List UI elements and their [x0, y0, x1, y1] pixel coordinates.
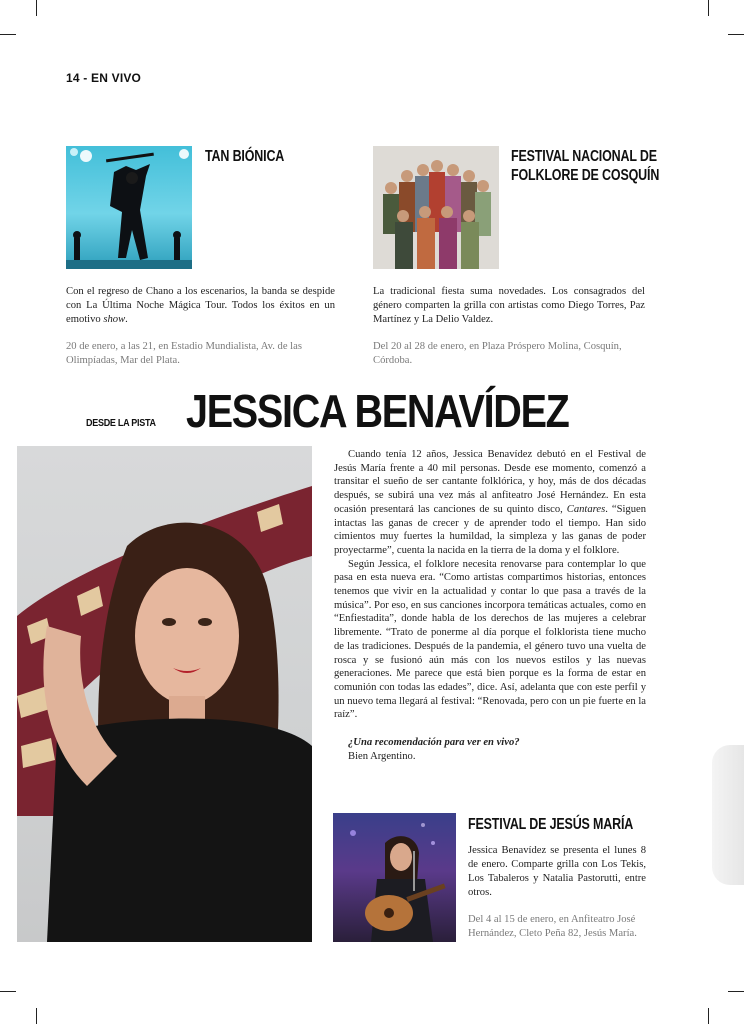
crop-mark — [728, 991, 744, 992]
jesus-maria-body: Jessica Benavídez se presenta el lunes 8 de enero. Comparte grilla con Los Tekis, Los Tabaleros y Natalia Pastorutti, entre otros. — [468, 845, 646, 898]
feature-headline: JESSICA BENAVÍDEZ — [186, 385, 569, 437]
jesus-maria-photo — [333, 813, 456, 942]
page-folio: 14 - EN VIVO — [66, 71, 142, 85]
interview-answer: Bien Argentino. — [348, 750, 416, 762]
cosquin-body: La tradicional fiesta suma novedades. Los consagrados del género comparten la grilla con artistas como Diego Torres, Paz Martínez y La Delio Valdez. — [373, 286, 645, 325]
crop-mark — [708, 1008, 709, 1024]
interview-question: ¿Una recomendación para ver en vivo? — [348, 737, 520, 749]
cosquin-title-line2: FOLKLORE DE COSQUÍN — [511, 167, 660, 184]
jesus-maria-title: FESTIVAL DE JESÚS MARÍA — [468, 816, 634, 833]
jesus-maria-info: Del 4 al 15 de enero, en Anfiteatro José Hernández, Cleto Peña 82, Jesús María. — [468, 914, 637, 939]
cosquin-photo — [373, 146, 499, 269]
crop-mark — [0, 991, 16, 992]
crop-mark — [728, 34, 744, 35]
feature-article — [334, 448, 646, 763]
guitarist-illustration — [333, 813, 456, 942]
adjacent-page-edge — [712, 745, 744, 885]
crop-mark — [0, 34, 16, 35]
crop-mark — [36, 0, 37, 16]
jessica-benavidez-portrait — [17, 446, 312, 942]
folk-group-illustration — [373, 146, 499, 269]
tan-bionica-photo — [66, 146, 192, 269]
article-paragraph: Según Jessica, el folklore necesita renovarse para contemplar lo que pasa en esta nueva era. “Como artistas compartimos historias, entonces tenemos que vivir en la actualidad y contar lo que pasa a través de la música”. Por eso, en sus canciones incorpora temáticas actuales, como en “Enfiestadita”, donde habla de los derechos de las mujeres a celebrar libremente. “Trato de ponerme al día porque el folklorista tiene mucho de las tradiciones. Después de la pandemia, el género tuvo una vuelta de rosca y se fusionó aún más con los nuevos estilos y las nuevas generaciones. Me parece que está bien porque es la forma de estar en comunión con todas las edades”, dice. Así, adelanta que con este perfil y un nuevo tema llegará al festival: “Renovada, pero con un pie fuerte en la raíz”. — [334, 558, 646, 721]
tan-bionica-body: Con el regreso de Chano a los escenarios, la banda se despide con La Última Noche Mágica Tour. Todos los éxitos en un emotivo show. — [66, 286, 335, 325]
cosquin-title-line1: FESTIVAL NACIONAL DE — [511, 148, 657, 165]
article-paragraph: Cuando tenía 12 años, Jessica Benavídez debutó en el Festival de Jesús María frente a 40 mil personas. Desde ese momento, comenzó a transitar el sueño de ser cantante folklórica, y hoy, más de dos décadas después, se subirá una vez más al anfiteatro José Hernández. En esta ocasión presentará las canciones de su quinto disco, Cantares. “Siguen intactas las ganas de crecer y de aprender todo el tiempo. Han sido cimientos muy fuertes la humildad, la simpleza y las ganas de poder proyectarme”, cuenta la nacida en la tierra de la doma y el folklore. — [334, 449, 646, 556]
cosquin-info: Del 20 al 28 de enero, en Plaza Próspero Molina, Cosquín, Córdoba. — [373, 341, 622, 366]
concert-stage-illustration — [66, 146, 192, 269]
crop-mark — [708, 0, 709, 16]
portrait-illustration — [17, 446, 312, 942]
tan-bionica-title: TAN BIÓNICA — [205, 148, 285, 165]
section-kicker: DESDE LA PISTA — [86, 418, 156, 429]
crop-mark — [36, 1008, 37, 1024]
cosquin-title — [511, 147, 659, 185]
tan-bionica-info: 20 de enero, a las 21, en Estadio Mundialista, Av. de las Olimpíadas, Mar del Plata. — [66, 341, 302, 366]
